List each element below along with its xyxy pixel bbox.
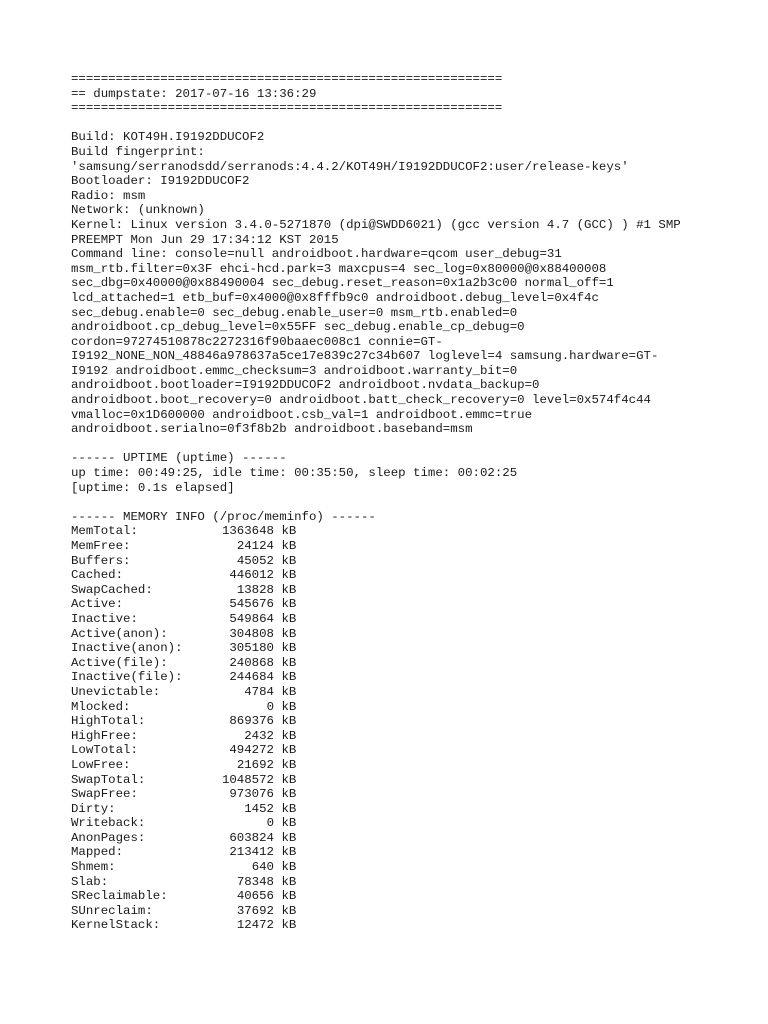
meminfo-row	[71, 773, 751, 788]
meminfo-key: HighTotal:	[71, 714, 146, 729]
meminfo-unit: kB	[281, 568, 297, 583]
meminfo-row	[71, 539, 751, 554]
meminfo-key: Shmem:	[71, 860, 116, 875]
meminfo-row	[71, 627, 751, 642]
spacer	[71, 437, 751, 452]
build-line: androidboot.serialno=0f3f8b2b androidboot.baseband=msm	[71, 422, 473, 437]
meminfo-value: 21692	[236, 757, 274, 772]
meminfo-key: Active(file):	[71, 655, 168, 670]
meminfo-section	[71, 510, 751, 933]
meminfo-row	[71, 816, 751, 831]
build-line: Network: (unknown)	[71, 203, 205, 218]
meminfo-key: Mapped:	[71, 845, 124, 860]
meminfo-unit: kB	[281, 626, 297, 641]
build-line: Radio: msm	[71, 188, 146, 203]
meminfo-key: LowTotal:	[71, 743, 138, 758]
meminfo-key: Inactive:	[71, 611, 138, 626]
meminfo-unit: kB	[281, 684, 297, 699]
meminfo-key: LowFree:	[71, 757, 131, 772]
meminfo-unit: kB	[281, 918, 297, 933]
meminfo-key: Inactive(anon):	[71, 641, 183, 656]
meminfo-key: MemFree:	[71, 539, 131, 553]
meminfo-unit: kB	[281, 874, 297, 889]
build-line: cordon=97274510878c2272316f90baaec008c1 connie=GT-	[71, 334, 443, 349]
meminfo-unit: kB	[281, 816, 297, 831]
build-line: I9192 androidboot.emmc_checksum=3 androidboot.warranty_bit=0	[71, 363, 518, 378]
build-line: Command line: console=null androidboot.hardware=qcom user_debug=31	[71, 247, 562, 262]
meminfo-value: 0	[266, 699, 274, 714]
meminfo-unit: kB	[281, 699, 297, 714]
meminfo-row	[71, 918, 751, 933]
meminfo-unit: kB	[281, 728, 297, 743]
meminfo-unit: kB	[281, 655, 297, 670]
meminfo-key: Active:	[71, 597, 124, 612]
meminfo-key: Mlocked:	[71, 699, 131, 714]
meminfo-unit: kB	[281, 553, 297, 568]
meminfo-key: MemTotal:	[71, 524, 138, 539]
meminfo-value: 869376	[229, 714, 274, 729]
build-line: Build fingerprint:	[71, 144, 205, 159]
dumpstate-title: == dumpstate: 2017-07-16 13:36:29	[71, 86, 317, 101]
build-line: Bootloader: I9192DDUCOF2	[71, 174, 250, 189]
meminfo-row	[71, 670, 751, 685]
meminfo-row	[71, 904, 751, 919]
meminfo-value: 640	[251, 860, 274, 875]
meminfo-value: 446012	[229, 568, 274, 583]
meminfo-unit: kB	[281, 582, 297, 597]
meminfo-row	[71, 641, 751, 656]
meminfo-value: 45052	[236, 553, 274, 568]
meminfo-row	[71, 597, 751, 612]
spacer	[71, 116, 751, 131]
build-line: sec_debug.enable=0 sec_debug.enable_user=0 msm_rtb.enabled=0	[71, 305, 518, 320]
build-line: PREEMPT Mon Jun 29 17:34:12 KST 2015	[71, 232, 339, 247]
meminfo-row	[71, 656, 751, 671]
build-line: vmalloc=0x1D600000 androidboot.csb_val=1 androidboot.emmc=true	[71, 407, 533, 422]
meminfo-unit: kB	[281, 539, 297, 553]
meminfo-key: SUnreclaim:	[71, 903, 153, 918]
meminfo-value: 78348	[236, 874, 274, 889]
meminfo-key: Dirty:	[71, 801, 116, 816]
meminfo-unit: kB	[281, 801, 297, 816]
meminfo-unit: kB	[281, 787, 297, 802]
meminfo-value: 1452	[244, 801, 274, 816]
meminfo-row	[71, 685, 751, 700]
meminfo-value: 12472	[236, 918, 274, 933]
meminfo-value: 1048572	[221, 772, 274, 787]
meminfo-unit: kB	[281, 757, 297, 772]
meminfo-value: 213412	[229, 845, 274, 860]
meminfo-value: 4784	[244, 684, 274, 699]
uptime-section	[71, 451, 751, 495]
build-line: sec_dbg=0x40000@0x88490004 sec_debug.reset_reason=0x1a2b3c00 normal_off=1	[71, 276, 614, 291]
meminfo-value: 240868	[229, 655, 274, 670]
header-rule-bottom: ==========================================================	[71, 101, 503, 116]
meminfo-value: 2432	[244, 728, 274, 743]
meminfo-unit: kB	[281, 860, 297, 875]
meminfo-row	[71, 831, 751, 846]
meminfo-row	[71, 875, 751, 890]
meminfo-key: Unevictable:	[71, 684, 161, 699]
meminfo-key: Slab:	[71, 874, 109, 889]
meminfo-row	[71, 787, 751, 802]
meminfo-key: SReclaimable:	[71, 889, 168, 904]
uptime-heading: ------ UPTIME (uptime) ------	[71, 451, 287, 466]
meminfo-key: SwapCached:	[71, 582, 153, 597]
meminfo-unit: kB	[281, 743, 297, 758]
dumpstate-document	[71, 72, 751, 933]
meminfo-unit: kB	[281, 845, 297, 860]
meminfo-value: 244684	[229, 670, 274, 685]
build-line: androidboot.bootloader=I9192DDUCOF2 androidboot.nvdata_backup=0	[71, 378, 540, 393]
dumpstate-header	[71, 72, 751, 116]
meminfo-unit: kB	[281, 641, 297, 656]
build-line: 'samsung/serranodsdd/serranods:4.4.2/KOT49H/I9192DDUCOF2:user/release-keys'	[71, 159, 629, 174]
meminfo-row	[71, 568, 751, 583]
meminfo-key: SwapFree:	[71, 787, 138, 802]
meminfo-value: 494272	[229, 743, 274, 758]
meminfo-value: 0	[266, 816, 274, 831]
meminfo-value: 603824	[229, 830, 274, 845]
uptime-line: up time: 00:49:25, idle time: 00:35:50, sleep time: 00:02:25	[71, 466, 518, 481]
meminfo-key: Writeback:	[71, 816, 146, 831]
meminfo-row	[71, 889, 751, 904]
meminfo-unit: kB	[281, 903, 297, 918]
meminfo-key: Cached:	[71, 568, 124, 583]
meminfo-row	[71, 758, 751, 773]
meminfo-unit: kB	[281, 830, 297, 845]
meminfo-unit: kB	[281, 670, 297, 685]
spacer	[71, 495, 751, 510]
meminfo-row	[71, 554, 751, 569]
meminfo-value: 13828	[236, 582, 274, 597]
meminfo-unit: kB	[281, 714, 297, 729]
meminfo-value: 545676	[229, 597, 274, 612]
build-line: androidboot.cp_debug_level=0x55FF sec_debug.enable_cp_debug=0	[71, 320, 525, 335]
meminfo-row	[71, 802, 751, 817]
meminfo-key: Active(anon):	[71, 626, 168, 641]
build-info-section	[71, 130, 751, 436]
meminfo-row	[71, 743, 751, 758]
meminfo-value: 24124	[236, 539, 274, 553]
meminfo-key: HighFree:	[71, 728, 138, 743]
meminfo-row	[71, 524, 751, 539]
meminfo-unit: kB	[281, 597, 297, 612]
build-line: androidboot.boot_recovery=0 androidboot.batt_check_recovery=0 level=0x574f4c44	[71, 393, 651, 408]
build-line: lcd_attached=1 etb_buf=0x4000@0x8fffb9c0 androidboot.debug_level=0x4f4c	[71, 290, 599, 305]
build-line: I9192_NONE_NON_48846a978637a5ce17e839c27c34b607 loglevel=4 samsung.hardware=GT-	[71, 349, 659, 364]
build-line: msm_rtb.filter=0x3F ehci-hcd.park=3 maxcpus=4 sec_log=0x80000@0x88400008	[71, 261, 607, 276]
meminfo-value: 549864	[229, 611, 274, 626]
meminfo-unit: kB	[281, 524, 297, 539]
meminfo-key: Inactive(file):	[71, 670, 183, 685]
meminfo-key: AnonPages:	[71, 830, 146, 845]
build-line: Kernel: Linux version 3.4.0-5271870 (dpi@SWDD6021) (gcc version 4.7 (GCC) ) #1 SMP	[71, 217, 681, 232]
meminfo-value: 40656	[236, 889, 274, 904]
meminfo-row	[71, 860, 751, 875]
meminfo-key: Buffers:	[71, 553, 131, 568]
header-rule-top: ==========================================================	[71, 72, 503, 86]
meminfo-value: 305180	[229, 641, 274, 656]
meminfo-unit: kB	[281, 611, 297, 626]
meminfo-key: SwapTotal:	[71, 772, 146, 787]
meminfo-heading: ------ MEMORY INFO (/proc/meminfo) ------	[71, 509, 376, 524]
meminfo-row	[71, 714, 751, 729]
meminfo-value: 304808	[229, 626, 274, 641]
build-line: Build: KOT49H.I9192DDUCOF2	[71, 130, 265, 145]
meminfo-unit: kB	[281, 772, 297, 787]
meminfo-value: 973076	[229, 787, 274, 802]
meminfo-unit: kB	[281, 889, 297, 904]
meminfo-key: KernelStack:	[71, 918, 161, 933]
meminfo-row	[71, 700, 751, 715]
uptime-elapsed: [uptime: 0.1s elapsed]	[71, 480, 235, 495]
meminfo-value: 1363648	[221, 524, 274, 539]
meminfo-row	[71, 845, 751, 860]
meminfo-row	[71, 612, 751, 627]
meminfo-row	[71, 729, 751, 744]
meminfo-row	[71, 583, 751, 598]
meminfo-value: 37692	[236, 903, 274, 918]
meminfo-table	[71, 524, 751, 933]
